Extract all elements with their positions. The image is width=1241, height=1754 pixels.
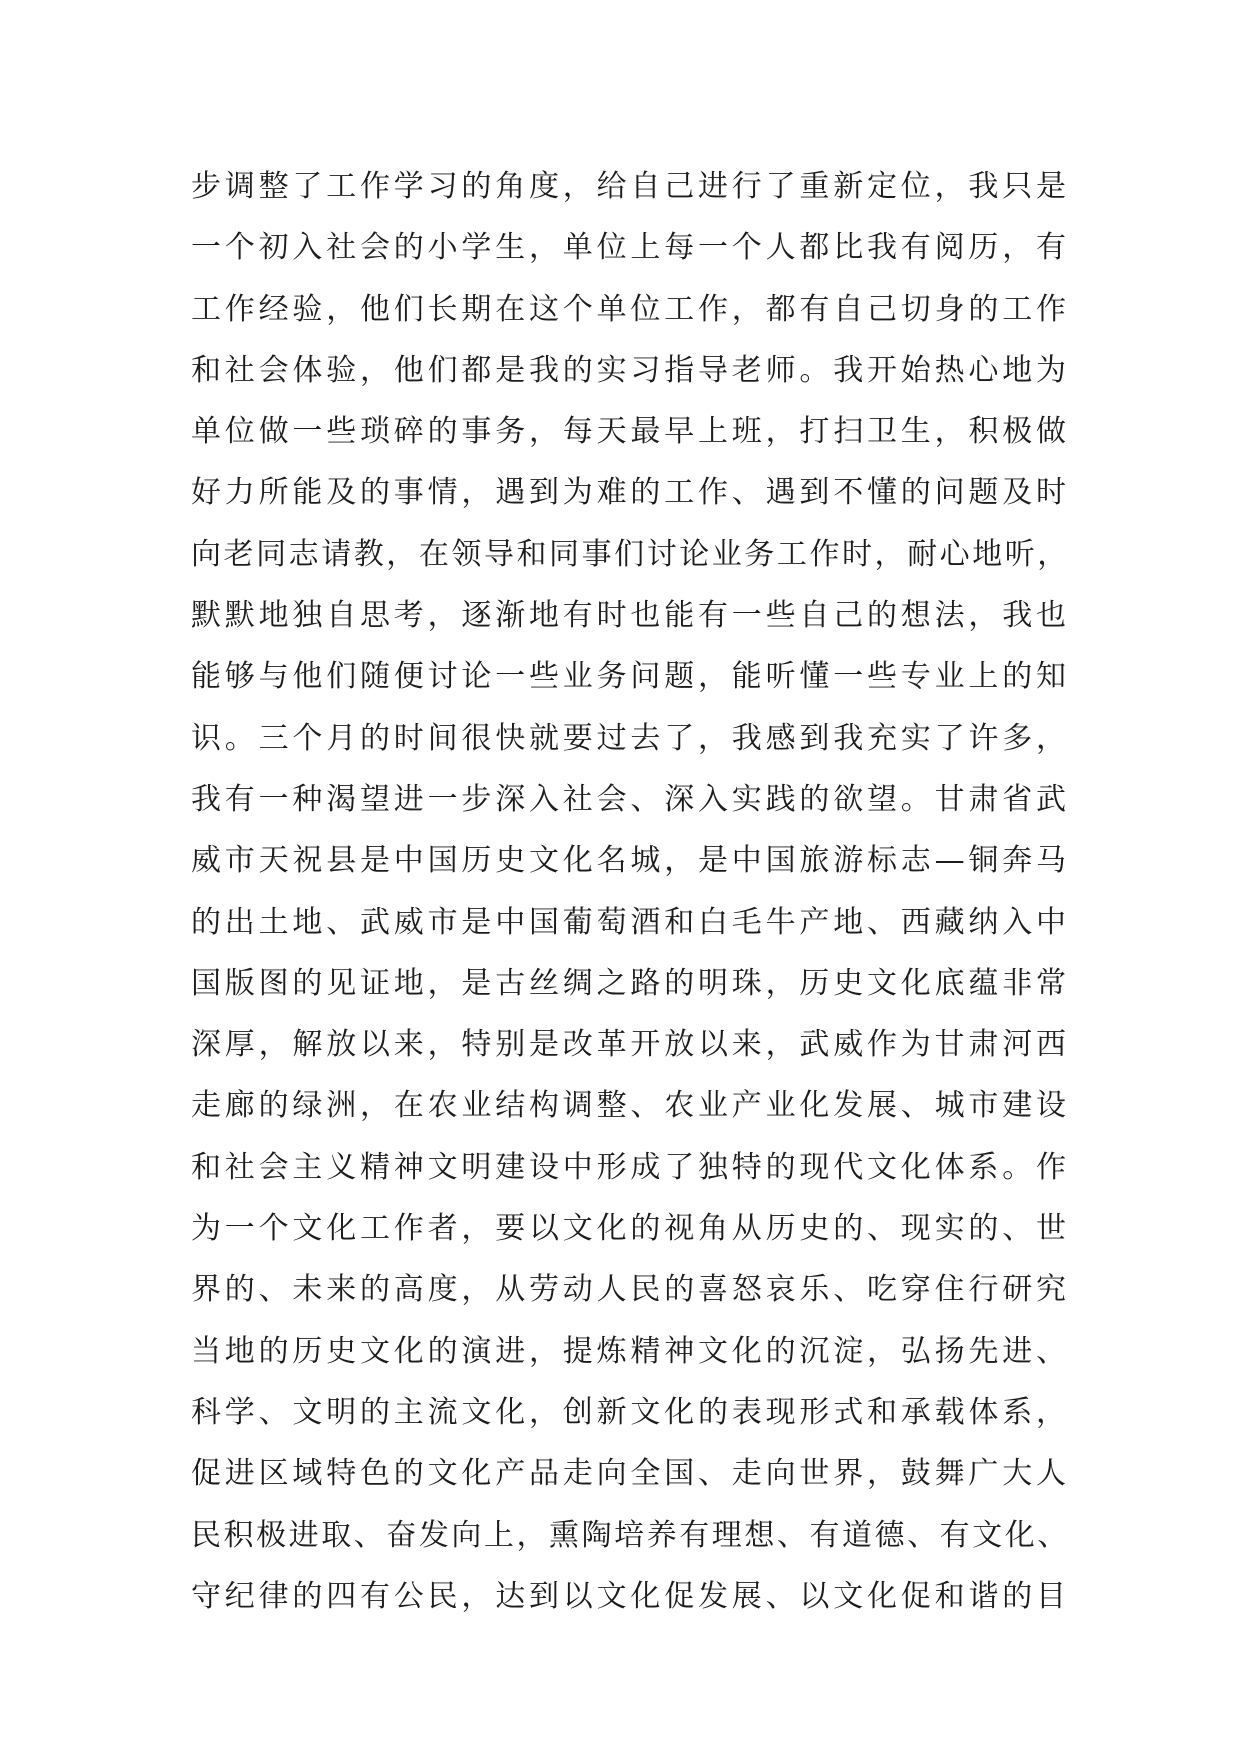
text-line: 的出土地、武威市是中国葡萄酒和白毛牛产地、西藏纳入中 <box>191 904 1070 940</box>
text-line: 当地的历史文化的演进，提炼精神文化的沉淀，弘扬先进、 <box>191 1333 1070 1369</box>
text-line: 向老同志请教，在领导和同事们讨论业务工作时，耐心地听， <box>191 536 1070 572</box>
text-line: 走廊的绿洲，在农业结构调整、农业产业化发展、城市建设 <box>191 1088 1070 1124</box>
text-line: 默默地独自思考，逐渐地有时也能有一些自己的想法，我也 <box>191 598 1070 634</box>
text-line: 步调整了工作学习的角度，给自己进行了重新定位，我只是 <box>191 169 1070 204</box>
text-line: 国版图的见证地，是古丝绸之路的明珠，历史文化底蕴非常 <box>191 965 1070 1001</box>
text-line: 我有一种渴望进一步深入社会、深入实践的欲望。甘肃省武 <box>191 781 1070 817</box>
text-line: 科学、文明的主流文化，创新文化的表现形式和承载体系， <box>191 1394 1070 1430</box>
text-line: 好力所能及的事情，遇到为难的工作、遇到不懂的问题及时 <box>191 475 1070 511</box>
text-line: 工作经验，他们长期在这个单位工作，都有自己切身的工作 <box>191 291 1070 327</box>
text-line: 能够与他们随便讨论一些业务问题，能听懂一些专业上的知 <box>191 659 1070 695</box>
text-line: 促进区域特色的文化产品走向全国、走向世界，鼓舞广大人 <box>191 1456 1070 1492</box>
text-line: 识。三个月的时间很快就要过去了，我感到我充实了许多， <box>191 720 1070 756</box>
text-line: 界的、未来的高度，从劳动人民的喜怒哀乐、吃穿住行研究 <box>191 1272 1070 1308</box>
text-line: 单位做一些琐碎的事务，每天最早上班，打扫卫生，积极做 <box>191 414 1070 450</box>
text-line: 民积极进取、奋发向上，熏陶培养有理想、有道德、有文化、 <box>191 1517 1070 1553</box>
text-line: 和社会主义精神文明建设中形成了独特的现代文化体系。作 <box>191 1149 1070 1185</box>
text-line: 威市天祝县是中国历史文化名城，是中国旅游标志—铜奔马 <box>191 843 1070 879</box>
text-line: 守纪律的四有公民，达到以文化促发展、以文化促和谐的目 <box>191 1578 1070 1614</box>
text-line: 和社会体验，他们都是我的实习指导老师。我开始热心地为 <box>191 352 1070 388</box>
body-text <box>191 156 1071 1627</box>
text-line: 为一个文化工作者，要以文化的视角从历史的、现实的、世 <box>191 1211 1070 1247</box>
text-line: 一个初入社会的小学生，单位上每一个人都比我有阅历，有 <box>191 230 1070 266</box>
text-line: 深厚，解放以来，特别是改革开放以来，武威作为甘肃河西 <box>191 1027 1070 1063</box>
